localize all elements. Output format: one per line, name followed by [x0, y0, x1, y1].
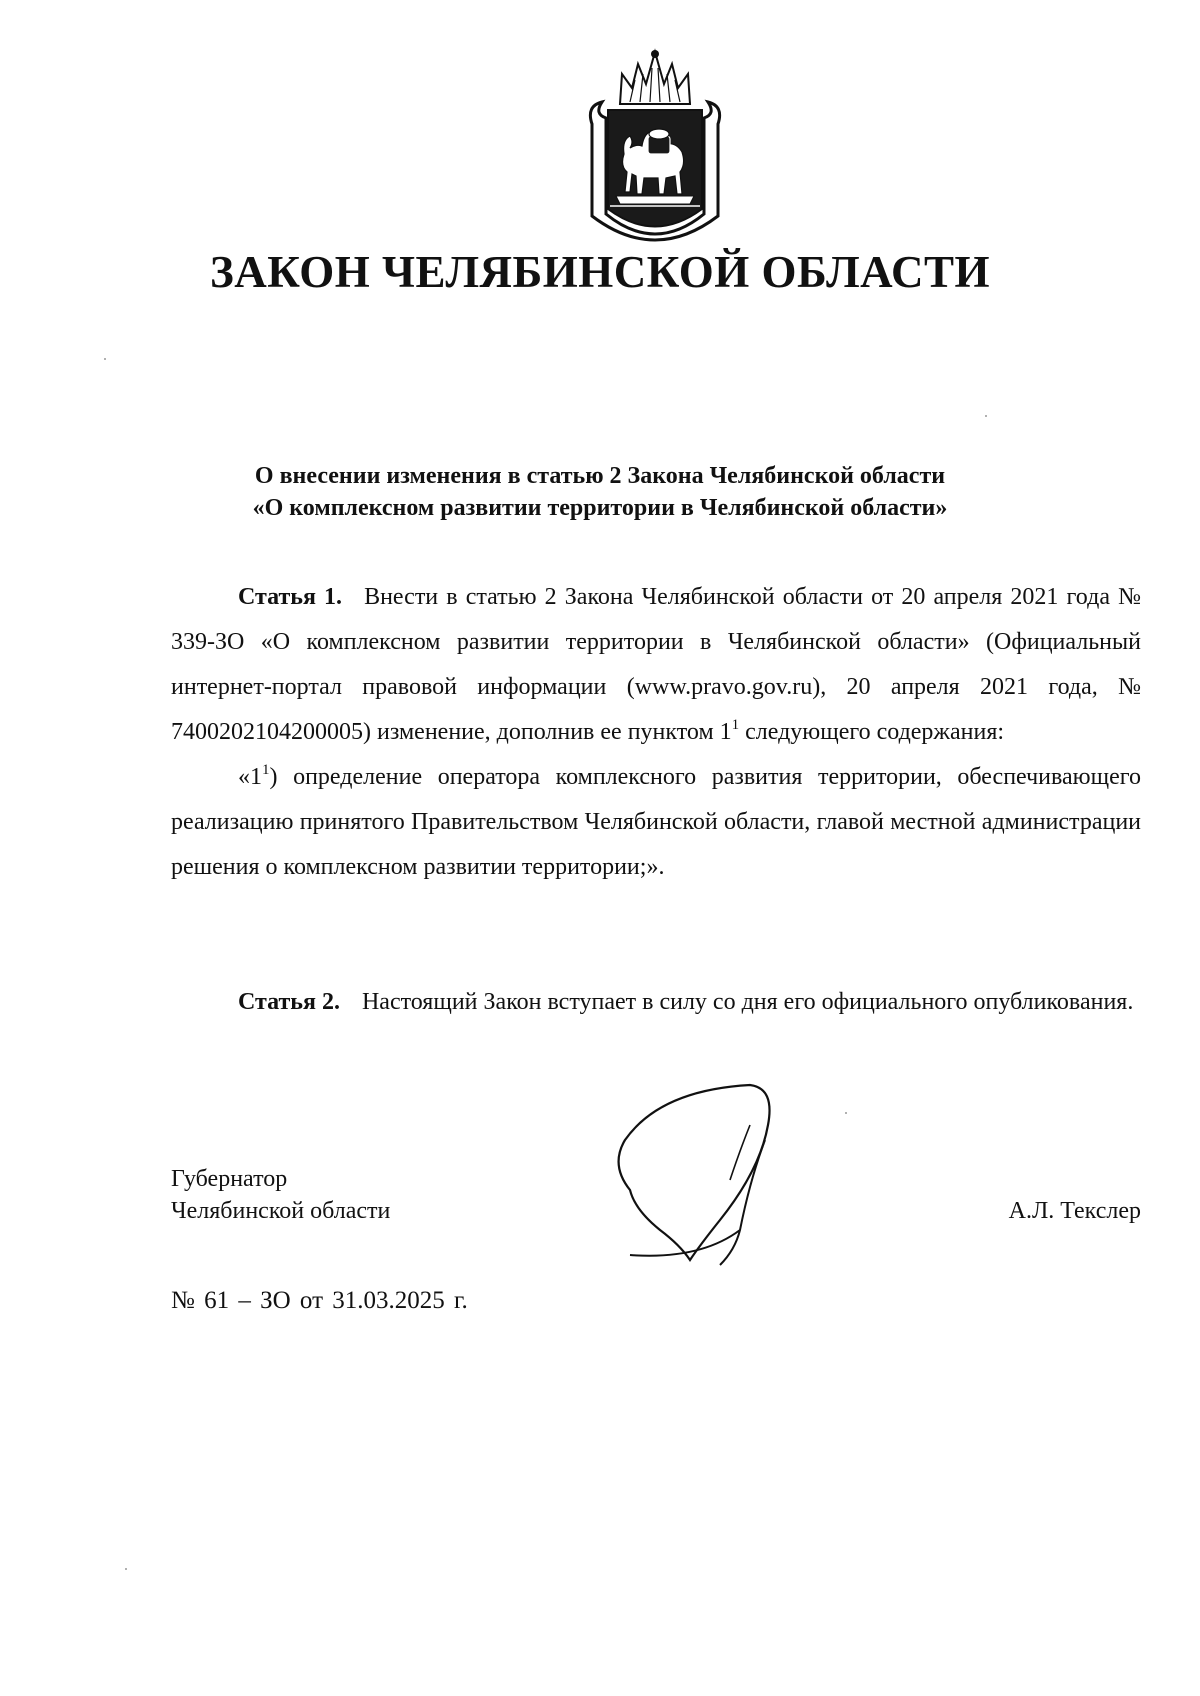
law-number-and-date: № 61 – ЗО от 31.03.2025 г. [171, 1287, 468, 1314]
article-2-text: Настоящий Закон вступает в силу со дня его официального опубликования. [361, 989, 1134, 1015]
scan-speck [985, 415, 987, 417]
governor-position [171, 1163, 390, 1227]
law-subject [0, 460, 1200, 524]
document-title: ЗАКОН ЧЕЛЯБИНСКОЙ ОБЛАСТИ [210, 247, 990, 297]
coat-of-arms-emblem [580, 44, 730, 244]
position-line-2: Челябинской области [171, 1198, 391, 1224]
quote-text: ) определение оператора комплексного развития территории, обеспечивающего реализацию принятого Правительством Челябинской области, главой местной администрации решения о комплексном развитии территории;». [171, 764, 1141, 880]
article-1-label: Статья 1. [238, 584, 343, 610]
article-2-paragraph [171, 980, 1141, 1025]
scan-speck [125, 1568, 127, 1570]
subject-line-2: «О комплексном развитии территории в Челябинской области» [252, 495, 948, 521]
governor-name: А.Л. Текслер [1008, 1198, 1141, 1224]
handwritten-signature [600, 1070, 840, 1270]
article-1-paragraph [171, 575, 1141, 755]
scan-speck [845, 1112, 847, 1114]
quote-superscript: 1 [262, 762, 270, 778]
subject-line-1: О внесении изменения в статью 2 Закона Челябинской области [254, 463, 946, 489]
article-1-quote [171, 755, 1141, 890]
position-line-1: Губернатор [171, 1166, 288, 1192]
article-2-label: Статья 2. [238, 989, 340, 1015]
article-2 [171, 980, 1141, 1025]
article-1-text-end: следующего содержания: [739, 719, 1005, 745]
article-1-superscript: 1 [731, 717, 740, 733]
article-1 [171, 575, 1141, 890]
article-1-text: Внести в статью 2 Закона Челябинской области от 20 апреля 2021 года № 339-ЗО «О комплексном развитии территории в Челябинской области» (Официальный интернет-портал правовой информации (www.pravo.gov.ru), 20 апреля 2021 года, № 7400202104200005) изменение, дополнив ее пунктом 1 [171, 584, 1141, 745]
scan-speck [104, 358, 106, 360]
quote-start: «1 [238, 764, 262, 790]
